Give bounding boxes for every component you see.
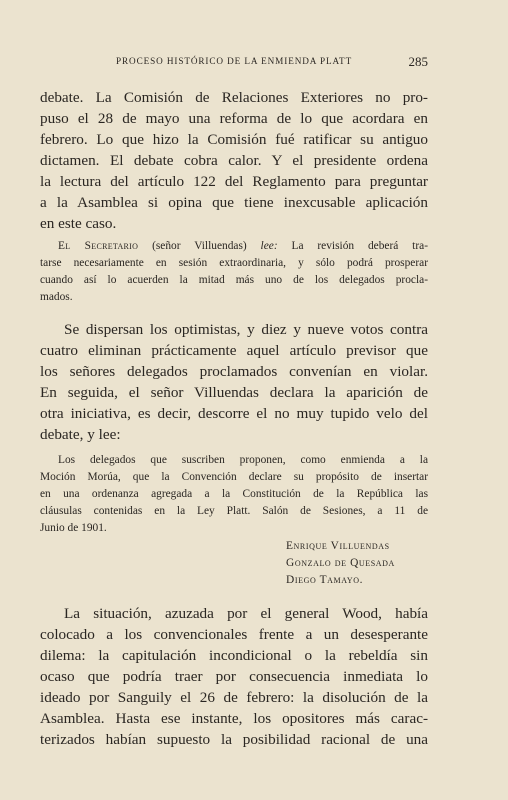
text-line: colocado a los convencionales frente a un desesperante <box>40 626 428 643</box>
running-head: PROCESO HISTÓRICO DE LA ENMIENDA PLATT <box>116 56 353 66</box>
text-line: tarse necesariamente en sesión extraordinaria, y sólo podrá prosperar <box>40 257 428 269</box>
text-line: ideado por Sanguily el 26 de febrero: la disolución de la <box>40 689 428 706</box>
text-line: Asamblea. Hasta ese instante, los opositores más carac- <box>40 710 428 727</box>
page-number: 285 <box>408 54 428 69</box>
text-line: cuatro eliminan prácticamente aquel artículo previsor que <box>40 342 428 359</box>
text-line: Se dispersan los optimistas, y diez y nueve votos contra <box>64 321 428 338</box>
text-line: febrero. Lo que hizo la Comisión fué ratificar su antiguo <box>40 131 428 148</box>
text-line: a la Asamblea si opina que tiene inexcusable aplicación <box>40 194 428 211</box>
text-line: debate, y lee: <box>40 426 121 443</box>
text-line: cuando así lo acuerden la mitad más uno de los delegados procla- <box>40 274 428 286</box>
text-line: otra iniciativa, es decir, descorre el no muy tupido velo del <box>40 405 428 422</box>
text-line: ocaso que podría traer por consecuencia inmediata lo <box>40 668 428 685</box>
signatory: Diego Tamayo. <box>286 574 364 586</box>
text-line: la lectura del artículo 122 del Reglamento para preguntar <box>40 173 428 190</box>
text-line: dictamen. El debate cobra calor. Y el presidente ordena <box>40 152 428 169</box>
text-line: mados. <box>40 291 73 303</box>
speaker-name: El Secretario <box>58 240 139 252</box>
text-line: cláusulas contenidas en la Ley Platt. Salón de Sesiones, a 11 de <box>40 505 428 517</box>
text-line: dilema: la capitulación incondicional o la rebeldía sin <box>40 647 428 664</box>
signatory: Enrique Villuendas <box>286 540 390 552</box>
speaker-verb: lee: <box>260 240 278 252</box>
text-line: debate. La Comisión de Relaciones Exteriores no pro- <box>40 89 428 106</box>
text-line: terizados habían supuesto la posibilidad racional de una <box>40 731 428 748</box>
text-line: La situación, azuzada por el general Wood, había <box>64 605 428 622</box>
page-header <box>40 54 428 70</box>
text-line: puso el 28 de mayo una reforma de lo que acordara en <box>40 110 428 127</box>
text-line: Los delegados que suscriben proponen, como enmienda a la <box>58 454 428 466</box>
text-line: El Secretario (señor Villuendas) lee: La revisión deberá tra- <box>58 240 428 252</box>
text-line: en este caso. <box>40 215 117 232</box>
text-line: En seguida, el señor Villuendas declara la aparición de <box>40 384 428 401</box>
text-line: Moción Morúa, que la Convención declare su propósito de insertar <box>40 471 428 483</box>
text-line: en una ordenanza agregada a la Constitución de la República las <box>40 488 428 500</box>
text-line: los señores delegados proclamados convenían en violar. <box>40 363 428 380</box>
text-line: Junio de 1901. <box>40 522 107 534</box>
signatory: Gonzalo de Quesada <box>286 557 395 569</box>
